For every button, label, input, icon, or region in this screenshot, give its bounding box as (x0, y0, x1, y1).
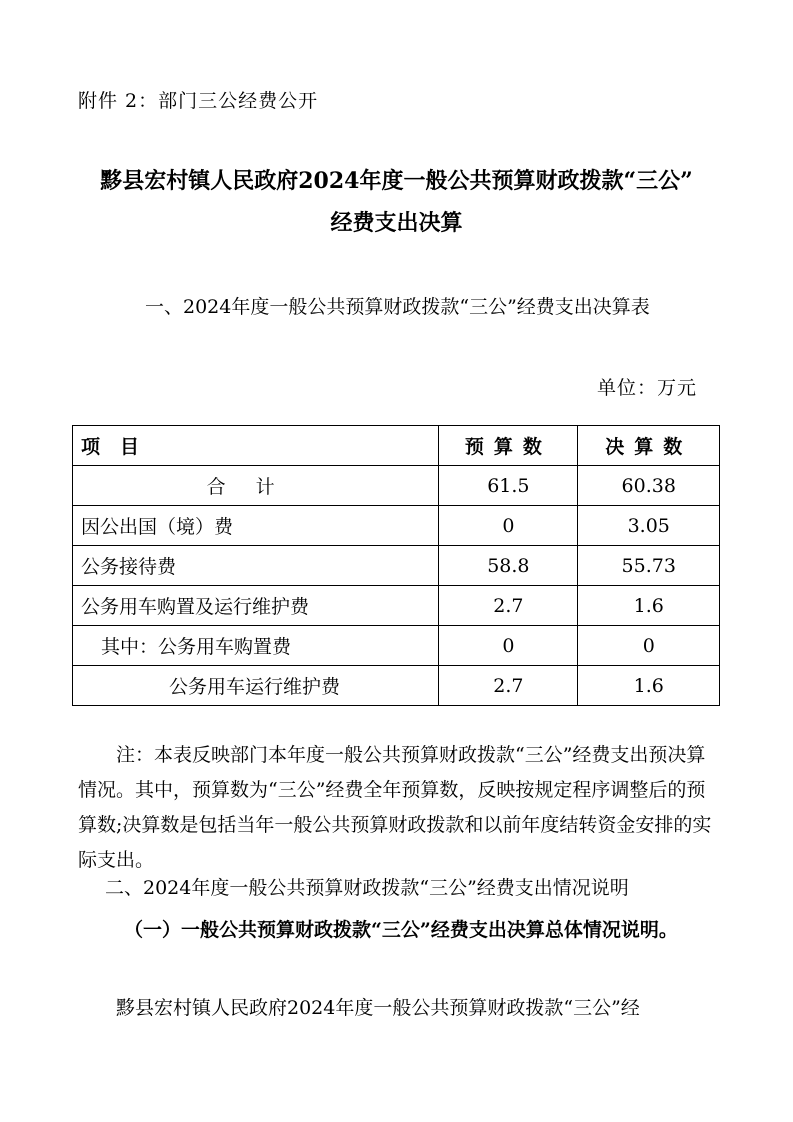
row-budget: 0 (439, 626, 578, 666)
table-row (73, 506, 720, 546)
table-row (73, 626, 720, 666)
row-budget: 2.7 (439, 666, 578, 706)
row-label: 公务用车购置及运行维护费 (73, 586, 439, 626)
row-budget: 58.8 (439, 546, 578, 586)
table-note: 注：本表反映部门本年度一般公共预算财政拨款“三公”经费支出预决算情况。其中，预算数为“三公”经费全年预算数，反映按规定程序调整后的预算数;决算数是包括当年一般公共预算财政拨款和以前年度结转资金安排的实际支出。 (78, 744, 712, 871)
document-title-line1: 黟县宏村镇人民政府2024年度一般公共预算财政拨款“三公” (100, 168, 693, 194)
row-budget: 0 (439, 506, 578, 546)
budget-table (72, 425, 720, 706)
table-header-row (73, 426, 720, 466)
row-label: 因公出国（境）费 (73, 506, 439, 546)
total-final: 60.38 (578, 466, 720, 506)
table-row (73, 546, 720, 586)
section2-heading: 二、2024年度一般公共预算财政拨款“三公”经费支出情况说明 (105, 877, 629, 899)
header-final: 决算数 (578, 426, 720, 466)
total-label: 合计 (73, 466, 439, 506)
row-label: 公务用车运行维护费 (73, 666, 439, 706)
table-total-row (73, 466, 720, 506)
row-final: 1.6 (578, 586, 720, 626)
header-budget: 预算数 (439, 426, 578, 466)
section1-heading: 一、2024年度一般公共预算财政拨款“三公”经费支出决算表 (145, 296, 650, 318)
row-label: 其中：公务用车购置费 (73, 626, 439, 666)
table-row (73, 666, 720, 706)
row-budget: 2.7 (439, 586, 578, 626)
row-final: 55.73 (578, 546, 720, 586)
table-row (73, 586, 720, 626)
row-final: 1.6 (578, 666, 720, 706)
unit-label: 单位：万元 (596, 377, 697, 399)
row-final: 0 (578, 626, 720, 666)
row-final: 3.05 (578, 506, 720, 546)
header-item: 项目 (73, 426, 439, 466)
document-title-line2: 经费支出决算 (330, 210, 463, 236)
total-budget: 61.5 (439, 466, 578, 506)
attachment-label: 附件 2：部门三公经费公开 (78, 90, 319, 112)
section2-1-heading: （一）一般公共预算财政拨款“三公”经费支出决算总体情况说明。 (124, 919, 678, 941)
row-label: 公务接待费 (73, 546, 439, 586)
body-text-line: 黟县宏村镇人民政府2024年度一般公共预算财政拨款“三公”经 (116, 997, 640, 1019)
